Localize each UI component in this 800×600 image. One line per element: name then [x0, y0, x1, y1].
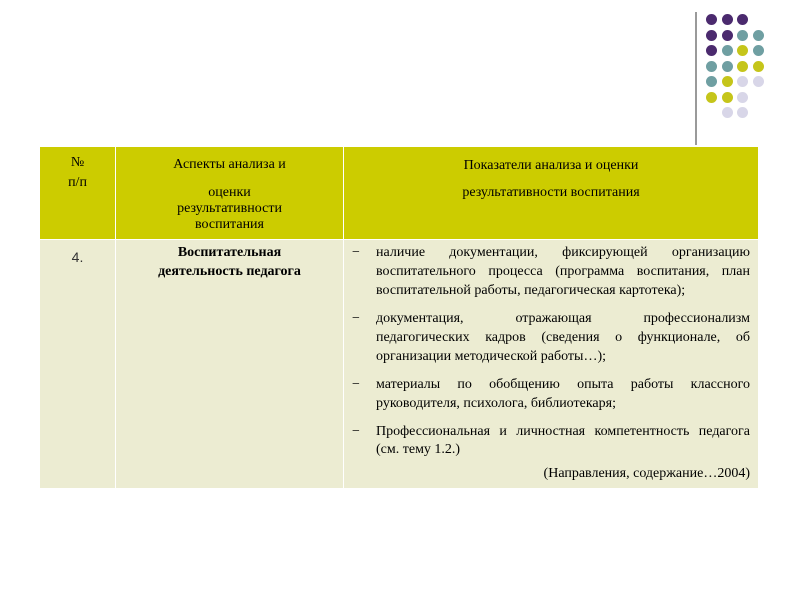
header-aspects-line: воспитания — [195, 217, 264, 233]
list-item — [350, 423, 750, 461]
dash-bullet-icon: − — [352, 311, 360, 327]
decorative-dot — [737, 92, 748, 103]
decorative-dot — [737, 14, 748, 25]
decorative-dot — [706, 45, 717, 56]
decorative-dot — [737, 76, 748, 87]
analysis-table — [39, 146, 759, 489]
decorative-dot — [737, 45, 748, 56]
header-indicators-line: результативности воспитания — [462, 184, 640, 200]
row-aspect — [116, 240, 344, 489]
header-indicators — [344, 147, 759, 240]
table-header-row — [40, 147, 759, 240]
dash-bullet-icon: − — [352, 376, 360, 392]
decorative-dot — [737, 107, 748, 118]
decorative-dot — [753, 30, 764, 41]
row-aspect-line: Воспитательная — [177, 245, 282, 261]
dash-bullet-icon: − — [352, 423, 360, 439]
list-item — [350, 310, 750, 367]
decorative-dot — [753, 61, 764, 72]
decorative-dot — [706, 30, 717, 41]
source-citation: (Направления, содержание…2004) — [543, 466, 750, 482]
header-number-line: № — [70, 155, 85, 170]
table-row — [40, 240, 759, 489]
indicator-list — [350, 244, 750, 460]
list-item — [350, 376, 750, 414]
list-item — [350, 244, 750, 301]
header-aspects-line: результативности — [177, 201, 282, 217]
list-item-text: Профессиональная и личностная компетентность педагога (см. тему 1.2.) — [376, 423, 750, 458]
decorative-dot — [706, 61, 717, 72]
decorative-dot — [722, 107, 733, 118]
list-item-text: наличие документации, фиксирующей организацию воспитательного процесса (программа воспитания, план воспитательной работы, педагогическая картотека); — [376, 245, 750, 299]
dash-bullet-icon: − — [352, 245, 360, 261]
decorative-dot — [753, 76, 764, 87]
decorative-dot — [753, 45, 764, 56]
row-aspect-line: деятельность педагога — [158, 264, 301, 280]
decorative-dot — [722, 45, 733, 56]
decorative-dot — [706, 76, 717, 87]
decorative-dot — [722, 92, 733, 103]
decorative-dot — [706, 92, 717, 103]
header-aspects — [116, 147, 344, 240]
decorative-vertical-line — [695, 12, 697, 145]
decorative-dot — [737, 30, 748, 41]
row-number: 4. — [40, 240, 116, 489]
header-aspects-line: оценки — [208, 185, 251, 201]
header-indicators-line: Показатели анализа и оценки — [463, 158, 639, 173]
decorative-dot — [706, 14, 717, 25]
header-aspects-line: Аспекты анализа и — [173, 157, 286, 172]
list-item-text: материалы по обобщению опыта работы классного руководителя, психолога, библиотекаря; — [376, 376, 750, 411]
decorative-dot — [722, 76, 733, 87]
row-indicators — [344, 240, 759, 489]
decorative-dot — [722, 61, 733, 72]
header-number — [40, 147, 116, 240]
decorative-dot — [722, 14, 733, 25]
header-number-line: п/п — [68, 175, 87, 191]
list-item-text: документация, отражающая профессионализм педагогических кадров (сведения о функционале, об организации методической работы…); — [376, 311, 750, 364]
decorative-dot — [722, 30, 733, 41]
decorative-dot — [737, 61, 748, 72]
